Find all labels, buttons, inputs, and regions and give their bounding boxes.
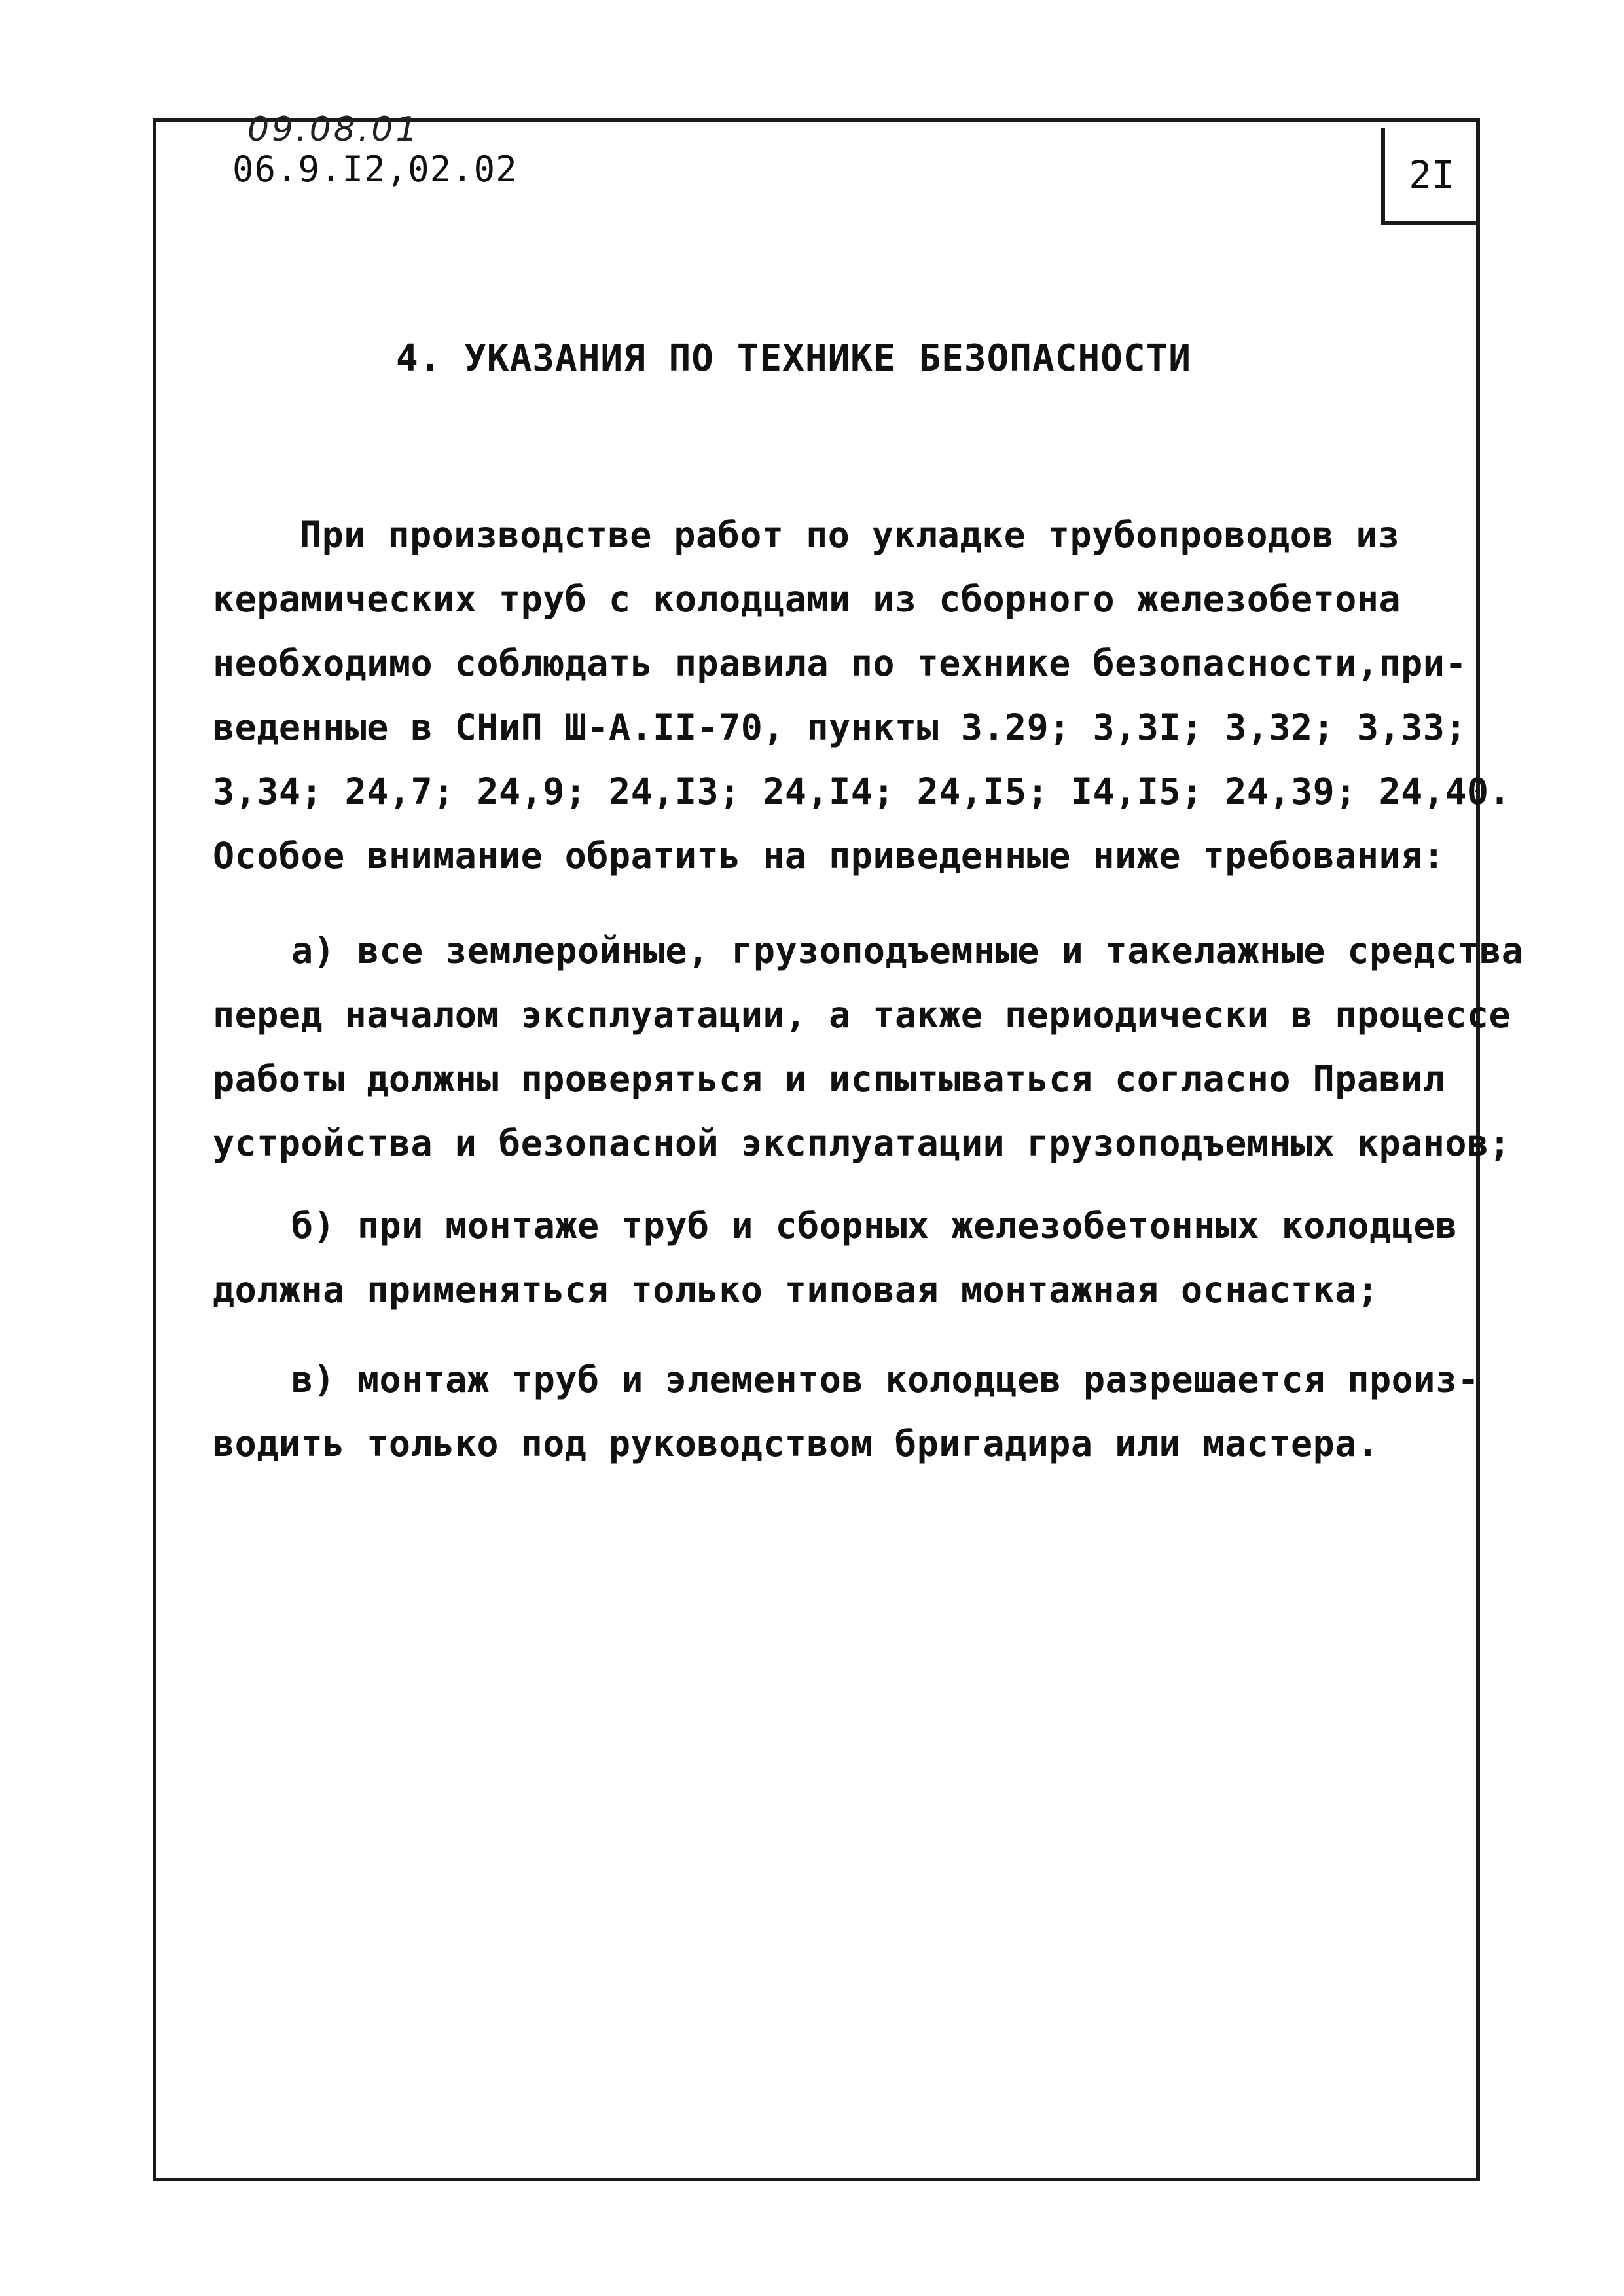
page-number: 2I: [1409, 153, 1454, 197]
section-heading: 4. УКАЗАНИЯ ПО ТЕХНИКЕ БЕЗОПАСНОСТИ: [396, 337, 1192, 380]
page-number-box: [1381, 128, 1478, 225]
list-item-a-line: работы должны проверяться и испытываться согласно Правил: [213, 1058, 1445, 1100]
list-item-a-line: устройства и безопасной эксплуатации грузоподъемных кранов;: [213, 1122, 1511, 1164]
text-line: При производстве работ по укладке трубопроводов из: [300, 514, 1400, 556]
list-item-a-line: перед началом эксплуатации, а также периодически в процессе: [213, 994, 1511, 1036]
list-item-a-line: а) все землеройные, грузоподъемные и такелажные средства: [291, 930, 1524, 972]
text-line: керамических труб с колодцами из сборного железобетона: [213, 578, 1401, 620]
document-code: 06.9.I2,02.02: [232, 149, 518, 190]
handwritten-document-code: 09.08.01: [247, 110, 420, 149]
list-item-c-line: в) монтаж труб и элементов колодцев разрешается произ-: [291, 1358, 1480, 1400]
text-line: Особое внимание обратить на приведенные ниже требования:: [213, 835, 1445, 877]
text-line: веденные в СНиП Ш-А.II-70, пункты 3.29; 3,3I; 3,32; 3,33;: [213, 706, 1467, 748]
text-line: 3,34; 24,7; 24,9; 24,I3; 24,I4; 24,I5; I4,I5; 24,39; 24,40.: [213, 771, 1511, 812]
list-item-b-line: должна применяться только типовая монтажная оснастка;: [213, 1269, 1379, 1311]
list-item-c-line: водить только под руководством бригадира или мастера.: [213, 1423, 1379, 1465]
list-item-b-line: б) при монтаже труб и сборных железобетонных колодцев: [291, 1205, 1458, 1247]
text-line: необходимо соблюдать правила по технике безопасности,при-: [213, 642, 1467, 684]
